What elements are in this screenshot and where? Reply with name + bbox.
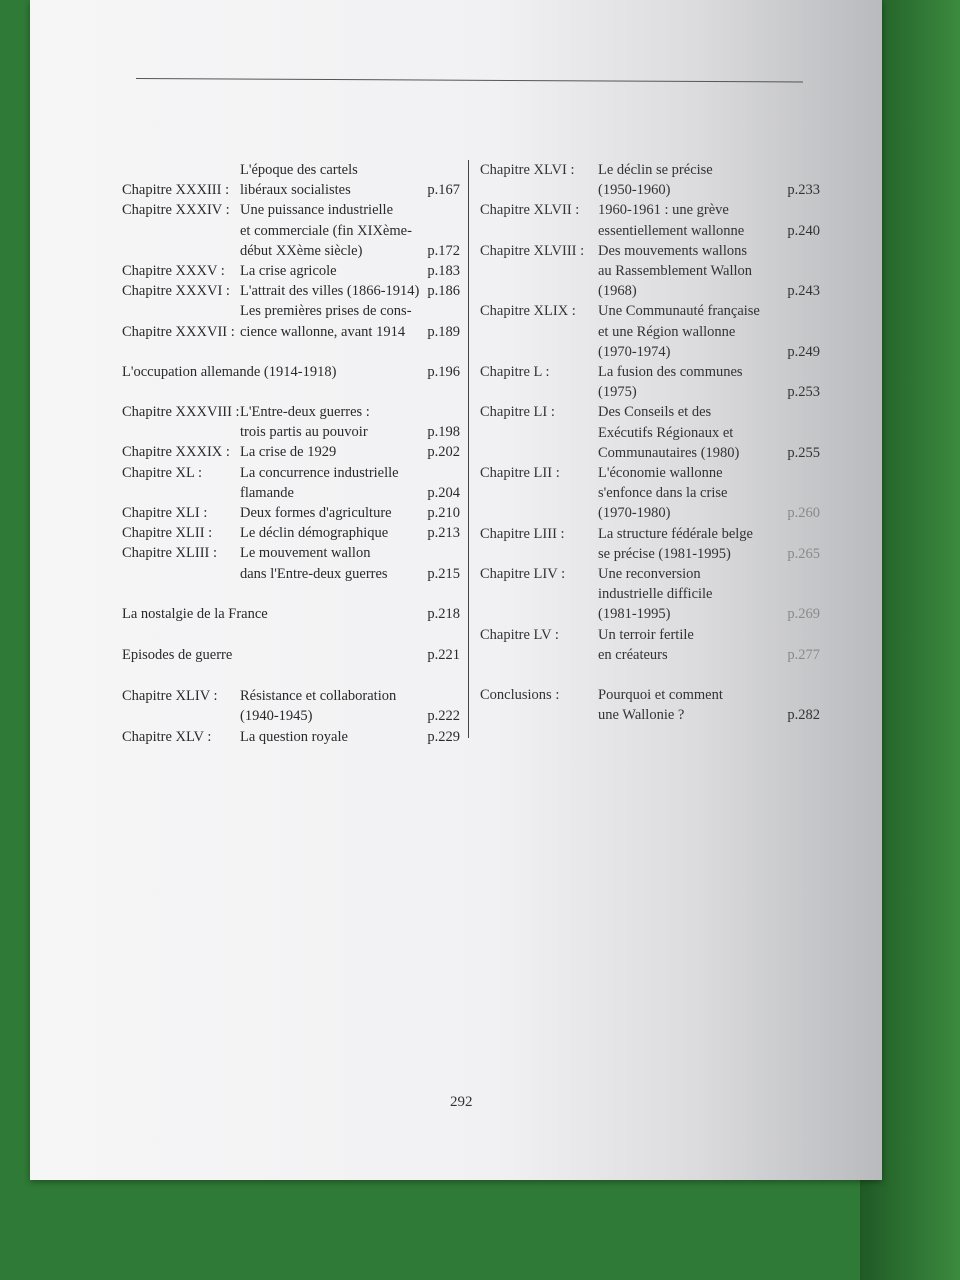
toc-entry: [480, 524, 820, 564]
title-line: La question royale: [240, 728, 348, 745]
chapter-title: [598, 463, 783, 524]
title-line: L'attrait des villes (1866-1914): [240, 283, 420, 300]
chapter-title: [598, 160, 783, 200]
chapter-title: [240, 281, 423, 301]
spacer: [122, 342, 460, 362]
chapter-title: [598, 301, 783, 362]
title-line: (1968): [598, 283, 637, 300]
toc-entry: [480, 625, 820, 665]
chapter-label: Chapitre XXXVI :: [122, 283, 230, 300]
chapter-title: [240, 301, 423, 341]
title-line: Un terroir fertile: [598, 626, 694, 643]
page-reference: p.260: [787, 505, 820, 522]
page-reference: p.172: [427, 242, 460, 259]
page-reference: p.253: [787, 384, 820, 401]
page-reference: p.196: [427, 363, 460, 380]
chapter-title: [240, 160, 423, 200]
toc-entry: [122, 727, 460, 747]
chapter-label: Chapitre XXXV :: [122, 263, 225, 280]
title-line: et commerciale (fin XIXème-: [240, 222, 412, 239]
spacer: [122, 665, 460, 686]
title-line: La crise de 1929: [240, 444, 337, 461]
title-line: (1970-1974): [598, 343, 671, 360]
page-reference: p.186: [427, 283, 460, 300]
page-number: 292: [450, 1094, 473, 1110]
toc-entry: [122, 281, 460, 301]
title-line: 1960-1961 : une grève: [598, 202, 729, 219]
title-line: La structure fédérale belge: [598, 525, 753, 542]
page-reference: p.213: [427, 525, 460, 542]
page-reference: p.233: [787, 182, 820, 199]
chapter-label: Chapitre XL :: [122, 464, 202, 481]
toc-entry: [480, 685, 820, 725]
toc-entry: [480, 564, 820, 625]
title-line: une Wallonie ?: [598, 707, 685, 724]
title-line: Exécutifs Régionaux et: [598, 424, 734, 441]
chapter-title: [240, 200, 423, 261]
title-line: Communautaires (1980): [598, 444, 740, 461]
chapter-title: [598, 362, 783, 402]
chapter-label: Chapitre XLVI :: [480, 162, 575, 178]
title-line: La fusion des communes: [598, 364, 743, 381]
chapter-title: [598, 402, 783, 463]
chapter-title: [598, 564, 783, 625]
section-title: La nostalgie de la France: [122, 605, 268, 622]
title-line: Une reconversion: [598, 566, 701, 583]
page-reference: p.222: [427, 708, 460, 725]
chapter-title: [598, 685, 783, 725]
chapter-title: [240, 543, 423, 583]
title-line: libéraux socialistes: [240, 182, 351, 199]
chapter-title: [598, 241, 783, 302]
toc-entry: [480, 362, 820, 402]
chapter-label: Chapitre XLIII :: [122, 545, 218, 562]
title-line: L'époque des cartels: [240, 162, 358, 178]
toc-entry: [122, 261, 460, 281]
title-line: Deux formes d'agriculture: [240, 505, 392, 522]
title-line: dans l'Entre-deux guerres: [240, 565, 388, 582]
spacer: [122, 624, 460, 645]
section-title: L'occupation allemande (1914-1918): [122, 363, 337, 380]
title-line: (1981-1995): [598, 606, 671, 623]
title-line: cience wallonne, avant 1914: [240, 323, 406, 340]
chapter-title: [240, 442, 423, 462]
page-reference: p.202: [427, 444, 460, 461]
spacer: [122, 382, 460, 402]
page-reference: p.198: [427, 424, 460, 441]
title-line: Le déclin se précise: [598, 162, 713, 178]
page-reference: p.218: [427, 605, 460, 622]
title-line: (1950-1960): [598, 182, 671, 199]
page-reference: p.167: [427, 182, 460, 199]
title-line: (1975): [598, 384, 637, 401]
page-reference: p.240: [787, 222, 820, 239]
toc-entry: [122, 686, 460, 726]
chapter-title: [598, 200, 783, 240]
page-reference: p.204: [427, 484, 460, 501]
page-reference: p.265: [787, 545, 820, 562]
chapter-title: [240, 686, 423, 726]
title-line: se précise (1981-1995): [598, 545, 731, 562]
chapter-title: [240, 523, 423, 543]
chapter-title: [240, 503, 423, 523]
page-reference: p.249: [787, 343, 820, 360]
chapter-label: Chapitre XLVII :: [480, 202, 580, 219]
title-line: et une Région wallonne: [598, 323, 736, 340]
column-divider: [468, 160, 469, 738]
chapter-title: [240, 727, 423, 747]
toc-entry: [122, 503, 460, 523]
toc-section: [122, 362, 460, 382]
title-line: Des mouvements wallons: [598, 242, 748, 259]
chapter-title: [598, 625, 783, 665]
title-line: L'Entre-deux guerres :: [240, 404, 370, 421]
page-reference: p.210: [427, 505, 460, 522]
title-line: trois partis au pouvoir: [240, 424, 368, 441]
toc-entry: [480, 200, 820, 240]
toc-entry: [122, 463, 460, 503]
title-line: flamande: [240, 484, 294, 501]
toc-entry: [122, 200, 460, 261]
title-line: Des Conseils et des: [598, 404, 712, 421]
toc-entry: [480, 301, 820, 362]
title-line: Une Communauté française: [598, 303, 760, 320]
title-line: Le mouvement wallon: [240, 545, 371, 562]
chapter-label: Chapitre XXXIV :: [122, 202, 230, 219]
page-reference: p.221: [427, 647, 460, 664]
chapter-label: Chapitre XLV :: [122, 728, 212, 745]
title-line: (1940-1945): [240, 708, 313, 725]
title-line: début XXème siècle): [240, 242, 363, 259]
chapter-label: Chapitre LIV :: [480, 566, 566, 583]
page-reference: p.255: [787, 444, 820, 461]
chapter-title: [240, 402, 423, 442]
toc-entry: [480, 463, 820, 524]
toc-left-column: [122, 160, 460, 747]
chapter-label: Chapitre XLIV :: [122, 688, 218, 705]
title-line: au Rassemblement Wallon: [598, 263, 753, 280]
chapter-label: Chapitre XLI :: [122, 505, 208, 522]
title-line: La crise agricole: [240, 263, 337, 280]
page-reference: p.183: [427, 263, 460, 280]
toc-entry: [122, 523, 460, 543]
spacer: [480, 665, 820, 685]
chapter-label: Chapitre XXXVII :: [122, 323, 235, 340]
toc-entry: [122, 301, 460, 341]
toc-entry: [122, 402, 460, 442]
page-reference: p.189: [427, 323, 460, 340]
title-line: Pourquoi et comment: [598, 687, 723, 704]
toc-entry: [122, 160, 460, 200]
chapter-label: Conclusions :: [480, 687, 560, 704]
chapter-label: Chapitre LII :: [480, 465, 560, 482]
toc-entry: [480, 160, 820, 200]
toc-section: [122, 604, 460, 624]
chapter-title: [240, 463, 423, 503]
title-line: Une puissance industrielle: [240, 202, 394, 219]
page-reference: p.243: [787, 283, 820, 300]
page-reference: p.229: [427, 728, 460, 745]
chapter-label: Chapitre LIII :: [480, 525, 565, 542]
toc-entry: [480, 402, 820, 463]
title-line: (1970-1980): [598, 505, 671, 522]
chapter-title: [240, 261, 423, 281]
chapter-label: Chapitre XXXVIII :: [122, 404, 240, 421]
section-title: Episodes de guerre: [122, 647, 233, 664]
page-reference: p.269: [787, 606, 820, 623]
title-line: Les premières prises de cons-: [240, 303, 412, 320]
title-line: L'économie wallonne: [598, 465, 723, 482]
chapter-label: Chapitre L :: [480, 364, 550, 381]
toc-entry: [122, 442, 460, 462]
toc-section: [122, 645, 460, 665]
toc-entry: [480, 241, 820, 302]
title-line: La concurrence industrielle: [240, 464, 399, 481]
spacer: [122, 584, 460, 604]
title-line: industrielle difficile: [598, 586, 713, 603]
title-line: essentiellement wallonne: [598, 222, 745, 239]
page-reference: p.282: [787, 707, 820, 724]
chapter-label: Chapitre LV :: [480, 626, 559, 643]
chapter-label: Chapitre XLII :: [122, 525, 213, 542]
chapter-label: Chapitre LI :: [480, 404, 555, 421]
chapter-title: [598, 524, 783, 564]
title-line: Le déclin démographique: [240, 525, 389, 542]
chapter-label: Chapitre XXXIX :: [122, 444, 230, 461]
chapter-label: Chapitre XXXIII :: [122, 182, 230, 199]
chapter-label: Chapitre XLIX :: [480, 303, 576, 320]
title-line: Résistance et collaboration: [240, 688, 397, 705]
chapter-label: Chapitre XLVIII :: [480, 242, 585, 259]
page-reference: p.215: [427, 565, 460, 582]
title-line: s'enfonce dans la crise: [598, 485, 728, 502]
toc-right-column: [480, 160, 820, 725]
page-reference: p.277: [787, 646, 820, 663]
toc-entry: [122, 543, 460, 583]
title-line: en créateurs: [598, 646, 668, 663]
